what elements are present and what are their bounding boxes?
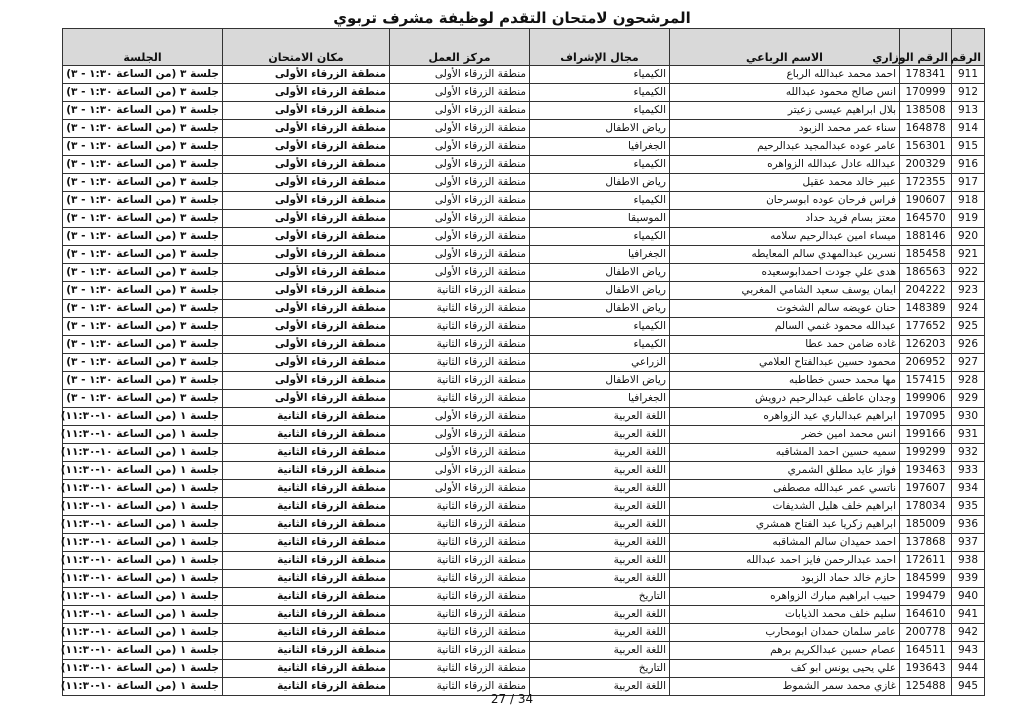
cell-seq: 928 [952, 372, 985, 390]
cell-session: جلسة ٣ (من الساعة ١:٣٠ - ٣) [63, 174, 223, 192]
cell-session: جلسة ٣ (من الساعة ١:٣٠ - ٣) [63, 192, 223, 210]
table-row [63, 660, 985, 678]
cell-full-name: غازي محمد سمر الشموط [670, 678, 900, 696]
cell-work-center: منطقة الزرقاء الأولى [390, 462, 530, 480]
cell-national-id: 204222 [900, 282, 952, 300]
cell-supervision-field: الجغرافيا [530, 138, 670, 156]
cell-seq: 927 [952, 354, 985, 372]
cell-supervision-field: اللغة العربية [530, 624, 670, 642]
table-row [63, 282, 985, 300]
table-body [60, 66, 985, 696]
cell-seq: 935 [952, 498, 985, 516]
cell-supervision-field: الزراعي [530, 354, 670, 372]
cell-seq: 931 [952, 426, 985, 444]
cell-full-name: عبدالله عادل عبدالله الزواهره [670, 156, 900, 174]
cell-seq: 924 [952, 300, 985, 318]
cell-session: جلسة ١ (من الساعة ١٠-١١:٣٠) [63, 462, 223, 480]
cell-session: جلسة ٣ (من الساعة ١:٣٠ - ٣) [63, 66, 223, 84]
header-work-center: مركز العمل [390, 29, 530, 66]
header-supervision-field: مجال الإشراف [530, 29, 670, 66]
cell-work-center: منطقة الزرقاء الثانية [390, 282, 530, 300]
table-row [63, 624, 985, 642]
cell-seq: 923 [952, 282, 985, 300]
cell-national-id: 157415 [900, 372, 952, 390]
cell-supervision-field: الكيمياء [530, 66, 670, 84]
cell-supervision-field: التاريخ [530, 588, 670, 606]
cell-session: جلسة ١ (من الساعة ١٠-١١:٣٠) [63, 660, 223, 678]
cell-full-name: حازم خالد حماد الزبود [670, 570, 900, 588]
cell-session: جلسة ١ (من الساعة ١٠-١١:٣٠) [63, 552, 223, 570]
cell-full-name: سميه حسين احمد المشاقبه [670, 444, 900, 462]
candidates-table [62, 28, 985, 696]
cell-seq: 922 [952, 264, 985, 282]
cell-work-center: منطقة الزرقاء الأولى [390, 84, 530, 102]
table-row [63, 354, 985, 372]
header-seq: الرقم [952, 29, 985, 66]
cell-national-id: 206952 [900, 354, 952, 372]
cell-exam-place: منطقة الزرقاء الأولى [223, 84, 390, 102]
cell-work-center: منطقة الزرقاء الأولى [390, 102, 530, 120]
cell-work-center: منطقة الزرقاء الأولى [390, 66, 530, 84]
table-row [63, 192, 985, 210]
cell-work-center: منطقة الزرقاء الثانية [390, 336, 530, 354]
cell-exam-place: منطقة الزرقاء الثانية [223, 570, 390, 588]
cell-session: جلسة ٣ (من الساعة ١:٣٠ - ٣) [63, 210, 223, 228]
cell-full-name: ابراهيم زكريا عبد الفتاح همشري [670, 516, 900, 534]
cell-supervision-field: اللغة العربية [530, 678, 670, 696]
table-row [63, 138, 985, 156]
cell-national-id: 186563 [900, 264, 952, 282]
cell-work-center: منطقة الزرقاء الثانية [390, 516, 530, 534]
cell-exam-place: منطقة الزرقاء الثانية [223, 642, 390, 660]
cell-supervision-field: الكيمياء [530, 156, 670, 174]
cell-supervision-field: اللغة العربية [530, 444, 670, 462]
cell-supervision-field: الجغرافيا [530, 390, 670, 408]
cell-national-id: 199906 [900, 390, 952, 408]
cell-exam-place: منطقة الزرقاء الثانية [223, 498, 390, 516]
cell-work-center: منطقة الزرقاء الأولى [390, 210, 530, 228]
cell-seq: 920 [952, 228, 985, 246]
cell-national-id: 197607 [900, 480, 952, 498]
cell-full-name: علي يحيى يونس ابو كف [670, 660, 900, 678]
cell-session: جلسة ١ (من الساعة ١٠-١١:٣٠) [63, 624, 223, 642]
cell-national-id: 170999 [900, 84, 952, 102]
cell-session: جلسة ٣ (من الساعة ١:٣٠ - ٣) [63, 300, 223, 318]
cell-full-name: عبدالله محمود غنمي السالم [670, 318, 900, 336]
table-row [63, 264, 985, 282]
cell-full-name: احمد عبدالرحمن فايز احمد عبدالله [670, 552, 900, 570]
cell-full-name: نسرين عبدالمهدي سالم المعايطه [670, 246, 900, 264]
table-row [63, 84, 985, 102]
cell-supervision-field: اللغة العربية [530, 480, 670, 498]
cell-national-id: 137868 [900, 534, 952, 552]
cell-seq: 941 [952, 606, 985, 624]
cell-work-center: منطقة الزرقاء الأولى [390, 264, 530, 282]
cell-full-name: مها محمد حسن خطاطبه [670, 372, 900, 390]
cell-exam-place: منطقة الزرقاء الأولى [223, 336, 390, 354]
header-session: الجلسة [63, 29, 223, 66]
cell-exam-place: منطقة الزرقاء الأولى [223, 120, 390, 138]
cell-work-center: منطقة الزرقاء الثانية [390, 552, 530, 570]
cell-work-center: منطقة الزرقاء الثانية [390, 678, 530, 696]
cell-exam-place: منطقة الزرقاء الثانية [223, 534, 390, 552]
table-row [63, 480, 985, 498]
cell-full-name: ميساء امين عبدالرحيم سلامه [670, 228, 900, 246]
cell-full-name: انس محمد امين خضر [670, 426, 900, 444]
cell-national-id: 164878 [900, 120, 952, 138]
cell-exam-place: منطقة الزرقاء الثانية [223, 588, 390, 606]
cell-national-id: 185009 [900, 516, 952, 534]
header-row [63, 29, 985, 66]
table-row [63, 390, 985, 408]
cell-exam-place: منطقة الزرقاء الأولى [223, 174, 390, 192]
cell-supervision-field: رياض الاطفال [530, 174, 670, 192]
cell-exam-place: منطقة الزرقاء الأولى [223, 282, 390, 300]
cell-national-id: 164511 [900, 642, 952, 660]
cell-work-center: منطقة الزرقاء الأولى [390, 480, 530, 498]
cell-full-name: محمود حسين عبدالفتاح العلامي [670, 354, 900, 372]
cell-session: جلسة ٣ (من الساعة ١:٣٠ - ٣) [63, 84, 223, 102]
cell-supervision-field: الكيمياء [530, 192, 670, 210]
cell-supervision-field: الكيمياء [530, 102, 670, 120]
cell-exam-place: منطقة الزرقاء الثانية [223, 606, 390, 624]
cell-national-id: 199166 [900, 426, 952, 444]
table-row [63, 300, 985, 318]
cell-national-id: 164570 [900, 210, 952, 228]
cell-full-name: عامر سلمان حمدان ابومحارب [670, 624, 900, 642]
table-row [63, 426, 985, 444]
cell-national-id: 178341 [900, 66, 952, 84]
table-row [63, 174, 985, 192]
cell-exam-place: منطقة الزرقاء الثانية [223, 660, 390, 678]
cell-exam-place: منطقة الزرقاء الأولى [223, 372, 390, 390]
cell-supervision-field: الكيمياء [530, 84, 670, 102]
table-row [63, 534, 985, 552]
cell-supervision-field: الكيمياء [530, 318, 670, 336]
cell-work-center: منطقة الزرقاء الأولى [390, 246, 530, 264]
cell-seq: 919 [952, 210, 985, 228]
page-title: المرشحون لامتحان التقدم لوظيفة مشرف تربوي [333, 9, 691, 27]
cell-work-center: منطقة الزرقاء الأولى [390, 426, 530, 444]
cell-full-name: بلال ابراهيم عيسى زعيتر [670, 102, 900, 120]
cell-exam-place: منطقة الزرقاء الأولى [223, 192, 390, 210]
cell-seq: 944 [952, 660, 985, 678]
cell-session: جلسة ٣ (من الساعة ١:٣٠ - ٣) [63, 354, 223, 372]
cell-exam-place: منطقة الزرقاء الثانية [223, 516, 390, 534]
cell-seq: 917 [952, 174, 985, 192]
cell-session: جلسة ٣ (من الساعة ١:٣٠ - ٣) [63, 318, 223, 336]
cell-seq: 918 [952, 192, 985, 210]
cell-exam-place: منطقة الزرقاء الأولى [223, 246, 390, 264]
cell-full-name: فراس فرحان عوده ابوسرحان [670, 192, 900, 210]
table-row [63, 228, 985, 246]
cell-work-center: منطقة الزرقاء الأولى [390, 444, 530, 462]
cell-national-id: 193643 [900, 660, 952, 678]
cell-national-id: 178034 [900, 498, 952, 516]
cell-session: جلسة ٣ (من الساعة ١:٣٠ - ٣) [63, 264, 223, 282]
cell-work-center: منطقة الزرقاء الثانية [390, 660, 530, 678]
cell-supervision-field: اللغة العربية [530, 606, 670, 624]
cell-exam-place: منطقة الزرقاء الأولى [223, 102, 390, 120]
cell-supervision-field: اللغة العربية [530, 552, 670, 570]
page-number: 27 / 34 [490, 692, 534, 706]
table-row [63, 408, 985, 426]
cell-national-id: 199299 [900, 444, 952, 462]
cell-exam-place: منطقة الزرقاء الثانية [223, 552, 390, 570]
cell-full-name: احمد حميدان سالم المشاقبه [670, 534, 900, 552]
cell-exam-place: منطقة الزرقاء الأولى [223, 228, 390, 246]
cell-full-name: فواز عايد مطلق الشمري [670, 462, 900, 480]
cell-exam-place: منطقة الزرقاء الثانية [223, 678, 390, 696]
cell-seq: 915 [952, 138, 985, 156]
cell-session: جلسة ١ (من الساعة ١٠-١١:٣٠) [63, 408, 223, 426]
cell-exam-place: منطقة الزرقاء الأولى [223, 66, 390, 84]
cell-exam-place: منطقة الزرقاء الثانية [223, 480, 390, 498]
cell-full-name: حبيب ابراهيم مبارك الزواهره [670, 588, 900, 606]
cell-supervision-field: رياض الاطفال [530, 264, 670, 282]
cell-exam-place: منطقة الزرقاء الثانية [223, 444, 390, 462]
cell-exam-place: منطقة الزرقاء الأولى [223, 390, 390, 408]
cell-seq: 937 [952, 534, 985, 552]
cell-national-id: 199479 [900, 588, 952, 606]
cell-national-id: 126203 [900, 336, 952, 354]
header-full-name: الاسم الرباعي [670, 29, 900, 66]
cell-exam-place: منطقة الزرقاء الأولى [223, 156, 390, 174]
cell-work-center: منطقة الزرقاء الأولى [390, 138, 530, 156]
cell-national-id: 148389 [900, 300, 952, 318]
cell-national-id: 138508 [900, 102, 952, 120]
cell-supervision-field: التاريخ [530, 660, 670, 678]
cell-supervision-field: اللغة العربية [530, 462, 670, 480]
cell-exam-place: منطقة الزرقاء الثانية [223, 462, 390, 480]
cell-session: جلسة ١ (من الساعة ١٠-١١:٣٠) [63, 534, 223, 552]
cell-session: جلسة ٣ (من الساعة ١:٣٠ - ٣) [63, 372, 223, 390]
table-row [63, 102, 985, 120]
cell-full-name: ابراهيم خلف هليل الشديفات [670, 498, 900, 516]
cell-national-id: 200778 [900, 624, 952, 642]
cell-national-id: 190607 [900, 192, 952, 210]
cell-seq: 940 [952, 588, 985, 606]
cell-session: جلسة ١ (من الساعة ١٠-١١:٣٠) [63, 426, 223, 444]
cell-session: جلسة ١ (من الساعة ١٠-١١:٣٠) [63, 588, 223, 606]
table-row [63, 552, 985, 570]
table-row [63, 318, 985, 336]
cell-session: جلسة ٣ (من الساعة ١:٣٠ - ٣) [63, 102, 223, 120]
cell-supervision-field: الكيمياء [530, 228, 670, 246]
table-row [63, 246, 985, 264]
cell-supervision-field: اللغة العربية [530, 570, 670, 588]
cell-supervision-field: الكيمياء [530, 336, 670, 354]
cell-work-center: منطقة الزرقاء الثانية [390, 354, 530, 372]
cell-full-name: عبير خالد محمد عقيل [670, 174, 900, 192]
cell-supervision-field: اللغة العربية [530, 642, 670, 660]
cell-full-name: حنان عويضه سالم الشخوت [670, 300, 900, 318]
cell-supervision-field: رياض الاطفال [530, 282, 670, 300]
cell-work-center: منطقة الزرقاء الثانية [390, 318, 530, 336]
cell-seq: 936 [952, 516, 985, 534]
cell-national-id: 156301 [900, 138, 952, 156]
cell-full-name: هدى علي جودت احمدابوسعيده [670, 264, 900, 282]
cell-national-id: 193463 [900, 462, 952, 480]
cell-exam-place: منطقة الزرقاء الأولى [223, 264, 390, 282]
cell-session: جلسة ١ (من الساعة ١٠-١١:٣٠) [63, 444, 223, 462]
table-row [63, 444, 985, 462]
cell-full-name: غاده ضامن حمد عطا [670, 336, 900, 354]
cell-national-id: 188146 [900, 228, 952, 246]
cell-supervision-field: رياض الاطفال [530, 120, 670, 138]
cell-session: جلسة ١ (من الساعة ١٠-١١:٣٠) [63, 642, 223, 660]
cell-supervision-field: الموسيقا [530, 210, 670, 228]
cell-supervision-field: اللغة العربية [530, 516, 670, 534]
cell-national-id: 200329 [900, 156, 952, 174]
cell-supervision-field: اللغة العربية [530, 408, 670, 426]
cell-full-name: وجدان عاطف عبدالرحيم درويش [670, 390, 900, 408]
cell-session: جلسة ٣ (من الساعة ١:٣٠ - ٣) [63, 246, 223, 264]
cell-work-center: منطقة الزرقاء الأولى [390, 174, 530, 192]
cell-full-name: عامر عوده عبدالمجيد عبدالرحيم [670, 138, 900, 156]
cell-full-name: ناتسي عمر عبدالله مصطفى [670, 480, 900, 498]
cell-session: جلسة ١ (من الساعة ١٠-١١:٣٠) [63, 570, 223, 588]
cell-session: جلسة ٣ (من الساعة ١:٣٠ - ٣) [63, 282, 223, 300]
cell-seq: 911 [952, 66, 985, 84]
cell-session: جلسة ١ (من الساعة ١٠-١١:٣٠) [63, 678, 223, 696]
cell-work-center: منطقة الزرقاء الثانية [390, 624, 530, 642]
cell-work-center: منطقة الزرقاء الثانية [390, 570, 530, 588]
cell-full-name: ايمان يوسف سعيد الشامي المغربي [670, 282, 900, 300]
cell-session: جلسة ٣ (من الساعة ١:٣٠ - ٣) [63, 390, 223, 408]
table-row [63, 588, 985, 606]
header-exam-place: مكان الامتحان [223, 29, 390, 66]
cell-exam-place: منطقة الزرقاء الأولى [223, 300, 390, 318]
cell-national-id: 184599 [900, 570, 952, 588]
cell-session: جلسة ٣ (من الساعة ١:٣٠ - ٣) [63, 336, 223, 354]
cell-session: جلسة ٣ (من الساعة ١:٣٠ - ٣) [63, 156, 223, 174]
table-row [63, 66, 985, 84]
cell-national-id: 197095 [900, 408, 952, 426]
cell-exam-place: منطقة الزرقاء الأولى [223, 138, 390, 156]
cell-session: جلسة ١ (من الساعة ١٠-١١:٣٠) [63, 516, 223, 534]
cell-supervision-field: الجغرافيا [530, 246, 670, 264]
cell-exam-place: منطقة الزرقاء الثانية [223, 408, 390, 426]
cell-work-center: منطقة الزرقاء الأولى [390, 120, 530, 138]
cell-work-center: منطقة الزرقاء الأولى [390, 408, 530, 426]
cell-national-id: 177652 [900, 318, 952, 336]
cell-work-center: منطقة الزرقاء الأولى [390, 156, 530, 174]
cell-supervision-field: اللغة العربية [530, 534, 670, 552]
cell-work-center: منطقة الزرقاء الثانية [390, 372, 530, 390]
cell-full-name: ابراهيم عبدالباري عيد الزواهره [670, 408, 900, 426]
cell-supervision-field: اللغة العربية [530, 426, 670, 444]
header-national-id: الرقم الوزاري [900, 29, 952, 66]
table-row [63, 498, 985, 516]
cell-seq: 916 [952, 156, 985, 174]
cell-work-center: منطقة الزرقاء الثانية [390, 498, 530, 516]
cell-session: جلسة ٣ (من الساعة ١:٣٠ - ٣) [63, 228, 223, 246]
cell-seq: 932 [952, 444, 985, 462]
cell-seq: 925 [952, 318, 985, 336]
cell-national-id: 125488 [900, 678, 952, 696]
cell-seq: 929 [952, 390, 985, 408]
cell-work-center: منطقة الزرقاء الثانية [390, 642, 530, 660]
cell-session: جلسة ١ (من الساعة ١٠-١١:٣٠) [63, 480, 223, 498]
table-row [63, 606, 985, 624]
cell-full-name: احمد محمد عبدالله الرباع [670, 66, 900, 84]
cell-seq: 943 [952, 642, 985, 660]
cell-seq: 912 [952, 84, 985, 102]
cell-seq: 921 [952, 246, 985, 264]
table-row [63, 570, 985, 588]
table-row [63, 336, 985, 354]
cell-full-name: عصام حسين عبدالكريم برهم [670, 642, 900, 660]
cell-seq: 939 [952, 570, 985, 588]
cell-work-center: منطقة الزرقاء الأولى [390, 228, 530, 246]
cell-seq: 945 [952, 678, 985, 696]
cell-seq: 934 [952, 480, 985, 498]
cell-supervision-field: رياض الاطفال [530, 300, 670, 318]
cell-work-center: منطقة الزرقاء الأولى [390, 192, 530, 210]
cell-seq: 938 [952, 552, 985, 570]
cell-seq: 913 [952, 102, 985, 120]
cell-session: جلسة ٣ (من الساعة ١:٣٠ - ٣) [63, 120, 223, 138]
cell-national-id: 172611 [900, 552, 952, 570]
cell-seq: 926 [952, 336, 985, 354]
table-row [63, 372, 985, 390]
cell-full-name: سليم خلف محمد الذيابات [670, 606, 900, 624]
table-row [63, 156, 985, 174]
table-row [63, 642, 985, 660]
table-row [63, 462, 985, 480]
cell-work-center: منطقة الزرقاء الثانية [390, 300, 530, 318]
cell-exam-place: منطقة الزرقاء الثانية [223, 426, 390, 444]
cell-exam-place: منطقة الزرقاء الأولى [223, 354, 390, 372]
cell-work-center: منطقة الزرقاء الثانية [390, 534, 530, 552]
cell-full-name: معتز بسام فريد حداد [670, 210, 900, 228]
cell-supervision-field: اللغة العربية [530, 498, 670, 516]
table-row [63, 120, 985, 138]
cell-work-center: منطقة الزرقاء الثانية [390, 606, 530, 624]
cell-exam-place: منطقة الزرقاء الأولى [223, 318, 390, 336]
cell-session: جلسة ١ (من الساعة ١٠-١١:٣٠) [63, 498, 223, 516]
cell-full-name: انس صالح محمود عبدالله [670, 84, 900, 102]
cell-national-id: 172355 [900, 174, 952, 192]
cell-work-center: منطقة الزرقاء الثانية [390, 588, 530, 606]
table-row [63, 516, 985, 534]
cell-session: جلسة ٣ (من الساعة ١:٣٠ - ٣) [63, 138, 223, 156]
cell-exam-place: منطقة الزرقاء الثانية [223, 624, 390, 642]
cell-seq: 930 [952, 408, 985, 426]
cell-work-center: منطقة الزرقاء الثانية [390, 390, 530, 408]
cell-session: جلسة ١ (من الساعة ١٠-١١:٣٠) [63, 606, 223, 624]
cell-seq: 933 [952, 462, 985, 480]
cell-supervision-field: رياض الاطفال [530, 372, 670, 390]
cell-full-name: سناء عمر محمد الزبود [670, 120, 900, 138]
cell-national-id: 185458 [900, 246, 952, 264]
cell-national-id: 164610 [900, 606, 952, 624]
cell-seq: 914 [952, 120, 985, 138]
cell-exam-place: منطقة الزرقاء الأولى [223, 210, 390, 228]
table-row [63, 210, 985, 228]
cell-seq: 942 [952, 624, 985, 642]
